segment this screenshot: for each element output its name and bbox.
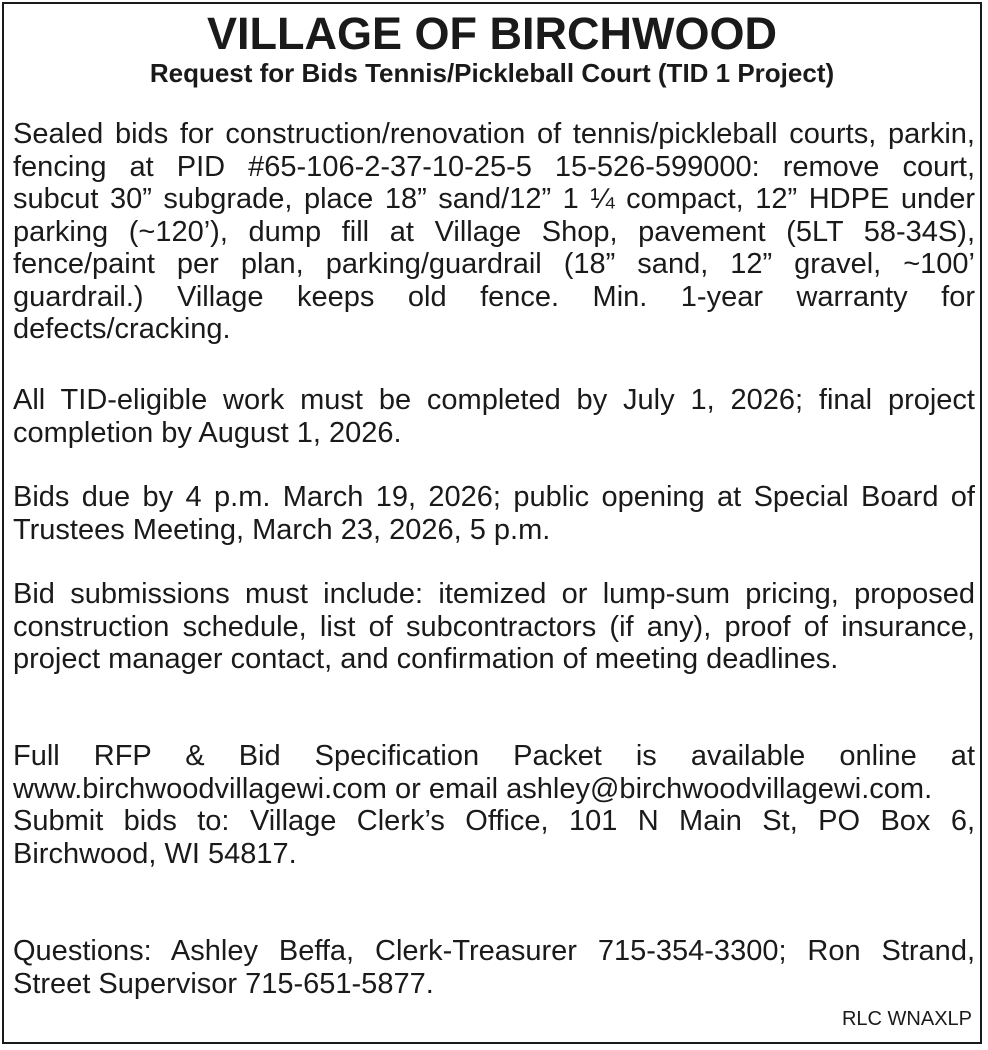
notice-title: VILLAGE OF BIRCHWOOD [207,8,777,59]
publication-code: RLC WNAXLP [841,1008,972,1030]
bids-due-paragraph: Bids due by 4 p.m. March 19, 2026; public opening at Special Board of Trustees Meeting, March 23, 2026, 5 p.m. [13,481,975,546]
legal-notice [2,2,982,1044]
notice-subtitle: Request for Bids Tennis/Pickleball Court (TID 1 Project) [149,58,835,88]
availability-paragraph: Full RFP & Bid Specification Packet is available online at www.birchwoodvillagewi.com or email ashley@birchwoodvillagewi.com. [13,740,975,805]
requirements-paragraph: Bid submissions must include: itemized or lump-sum pricing, proposed construction schedule, list of subcontractors (if any), proof of insurance, project manager contact, and confirmation of meeting deadlines. [13,578,975,675]
availability-block [13,740,975,870]
scope-paragraph: Sealed bids for construction/renovation of tennis/pickleball courts, parkin, fencing at PID #65-106-2-37-10-25-5 15-526-599000: remove court, subcut 30” subgrade, place 18” sand/12” 1 ¼ compact, 12” HDPE under parking (~120’), dump fill at Village Shop, pavement (5LT 58-34S), fence/paint per plan, parking/guardrail (18” sand, 12” gravel, ~100’ guardrail.) Village keeps old fence. Min. 1-year warranty for defects/cracking. [13,118,975,345]
deadline-paragraph: All TID-eligible work must be completed by July 1, 2026; final project completion by August 1, 2026. [13,384,975,449]
submit-paragraph: Submit bids to: Village Clerk’s Office, 101 N Main St, PO Box 6, Birchwood, WI 54817. [13,805,975,870]
questions-paragraph: Questions: Ashley Beffa, Clerk-Treasurer 715-354-3300; Ron Strand, Street Supervisor 715-651-5877. [13,935,975,1000]
